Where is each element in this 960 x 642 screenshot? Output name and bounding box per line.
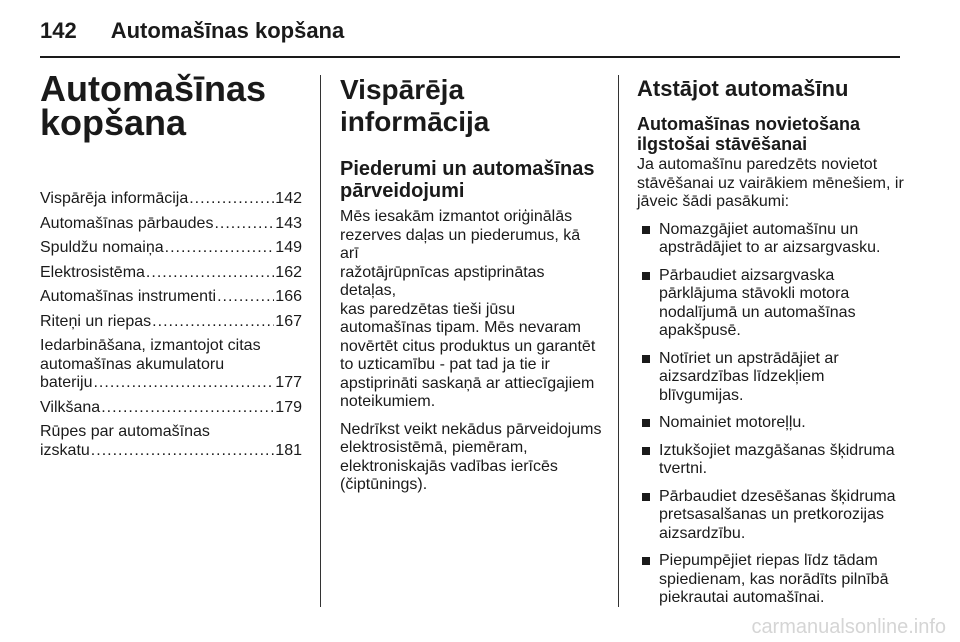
- toc-entry: [40, 239, 302, 258]
- bullet-item: [637, 488, 905, 544]
- storage-subtitle: [637, 114, 905, 154]
- body-text: [340, 208, 602, 495]
- intro-text: [637, 156, 905, 212]
- toc-entry-label: izskatu: [40, 441, 90, 459]
- subtitle-line: Automašīnas novietošana: [637, 114, 861, 134]
- text-line: Nedrīkst veikt nekādus pārveidojums: [340, 420, 602, 438]
- toc-entry-row: [40, 399, 302, 418]
- toc-leader-dots: [93, 374, 274, 393]
- toc-entry-label: Riteņi un riepas: [40, 312, 152, 330]
- text-line: nodalījumā un automašīnas: [659, 303, 856, 321]
- bullet-item: [637, 552, 905, 608]
- page-number: 142: [40, 18, 77, 43]
- text-line: Rūpes par automašīnas: [40, 423, 210, 440]
- toc-leader-dots: [217, 288, 274, 307]
- toc-leader-dots: [214, 215, 274, 234]
- subtitle-line: Piederumi un automašīnas: [340, 158, 595, 180]
- subtitle-line: pārveidojumi: [340, 180, 465, 202]
- middle-column: [340, 72, 602, 504]
- toc-entry: [40, 288, 302, 307]
- text-line: apstrādājiet to ar aizsargvasku.: [659, 239, 881, 256]
- toc-leader-dots: [152, 313, 274, 332]
- toc-page-number: 179: [275, 398, 302, 416]
- column-divider-1: [320, 75, 321, 607]
- watermark: carmanualsonline.info: [751, 616, 946, 638]
- toc-page-number: 177: [275, 374, 302, 391]
- text-line: pretsasalšanas un pretkorozijas: [659, 506, 885, 523]
- text-line: apstiprināti saskaņā ar attiecīgajiem: [340, 374, 595, 392]
- bullet-item: [637, 414, 905, 433]
- bullet-item: [637, 442, 905, 479]
- toc-entry-label: Spuldžu nomaiņa: [40, 239, 164, 256]
- section-title: [40, 68, 302, 143]
- toc-page-number: 181: [275, 441, 302, 459]
- toc-entry: [40, 423, 302, 460]
- leaving-vehicle-title: Atstājot automašīnu: [637, 76, 849, 101]
- text-line: (čiptūnings).: [340, 476, 428, 493]
- toc-page-number: 166: [275, 288, 302, 305]
- accessories-subtitle: [340, 158, 602, 202]
- toc-entry: [40, 264, 302, 283]
- text-line: automašīnas akumulatoru: [40, 355, 225, 373]
- toc-entry-row: [40, 239, 302, 258]
- text-line: kas paredzētas tieši jūsu: [340, 300, 516, 318]
- chapter-title: Automašīnas kopšana: [110, 18, 345, 43]
- section-title-line: kopšana: [40, 102, 187, 143]
- text-line: aizsardzību.: [659, 524, 746, 542]
- section-title-line: Automašīnas: [40, 68, 267, 109]
- page-header: [40, 18, 344, 44]
- text-line: Nomainiet motoreļļu.: [659, 414, 806, 431]
- toc-page-number: 143: [275, 214, 302, 232]
- toc-entry: [40, 190, 302, 209]
- text-line: rezerves daļas un piederumus, kā arī: [340, 226, 581, 262]
- text-line: elektroniskajās vadības ierīcēs: [340, 457, 558, 475]
- toc-entry-row: [40, 264, 302, 283]
- toc-entry-label: bateriju: [40, 374, 93, 391]
- toc-entry-label: Elektrosistēma: [40, 263, 145, 281]
- text-line: aizsardzības līdzekļiem: [659, 368, 825, 385]
- text-line: stāvēšanai uz vairākiem mēnešiem, ir: [637, 174, 904, 192]
- text-line: Iedarbināšana, izmantojot citas: [40, 337, 261, 354]
- general-info-title: Vispārēja informācija: [340, 74, 490, 137]
- bullet-item: [637, 221, 905, 258]
- text-line: Piepumpējiet riepas līdz tādam: [659, 552, 878, 569]
- toc-leader-dots: [189, 190, 274, 209]
- table-of-contents: [40, 190, 302, 460]
- toc-page-number: 162: [275, 263, 302, 281]
- text-line: piekrautai automašīnai.: [659, 589, 825, 606]
- text-line: pārklājuma stāvokli motora: [659, 285, 850, 302]
- bullet-item: [637, 350, 905, 406]
- text-line: blīvgumijas.: [659, 386, 744, 404]
- toc-entry-label: Vispārēja informācija: [40, 190, 189, 207]
- text-line: spiedienam, kas norādīts pilnībā: [659, 570, 889, 588]
- text-line: apakšpusē.: [659, 322, 741, 339]
- toc-page-number: 142: [275, 190, 302, 207]
- left-column: [40, 68, 302, 466]
- text-line: Notīriet un apstrādājiet ar: [659, 349, 839, 367]
- text-line: Pārbaudiet dzesēšanas šķidruma: [659, 487, 896, 505]
- toc-entry: [40, 313, 302, 332]
- text-line: elektrosistēmā, piemēram,: [340, 439, 528, 456]
- toc-entry-label: Automašīnas pārbaudes: [40, 214, 214, 232]
- toc-entry-row: [40, 313, 302, 332]
- text-line: Ja automašīnu paredzēts novietot: [637, 156, 878, 173]
- toc-leader-dots: [146, 264, 274, 283]
- toc-entry-row: [40, 374, 302, 393]
- bullet-list: [637, 221, 905, 608]
- toc-entry-row: [40, 215, 302, 234]
- toc-page-number: 167: [275, 312, 302, 330]
- toc-entry: [40, 215, 302, 234]
- text-line: Iztukšojiet mazgāšanas šķidruma: [659, 441, 895, 459]
- toc-leader-dots: [101, 399, 274, 418]
- toc-leader-dots: [91, 442, 275, 461]
- text-line: noteikumiem.: [340, 393, 436, 410]
- text-line: jāveic šādi pasākumi:: [637, 193, 790, 210]
- toc-entry-row: [40, 288, 302, 307]
- text-line: Pārbaudiet aizsargvaska: [659, 266, 835, 284]
- paragraph: [340, 421, 602, 495]
- paragraph: [340, 208, 602, 412]
- text-line: automašīnas tipam. Mēs nevaram: [340, 319, 581, 336]
- text-line: Mēs iesakām izmantot oriģinālās: [340, 208, 573, 225]
- text-line: Nomazgājiet automašīnu un: [659, 220, 859, 238]
- right-column: [637, 72, 905, 617]
- toc-entry-row: [40, 442, 302, 461]
- text-line: novērtēt citus produktus un garantēt: [340, 337, 596, 355]
- toc-entry-label: Vilkšana: [40, 398, 101, 416]
- text-line: tvertni.: [659, 460, 708, 477]
- text-line: to uzticamību - pat tad ja tie ir: [340, 356, 550, 373]
- toc-entry-row: [40, 190, 302, 209]
- toc-entry: [40, 337, 302, 393]
- header-rule: [40, 56, 900, 58]
- toc-page-number: 149: [275, 239, 302, 256]
- bullet-item: [637, 267, 905, 341]
- toc-entry: [40, 399, 302, 418]
- toc-entry-label: Automašīnas instrumenti: [40, 288, 217, 305]
- column-divider-2: [618, 75, 619, 607]
- toc-leader-dots: [165, 239, 275, 258]
- text-line: ražotājrūpnīcas apstiprinātas detaļas,: [340, 263, 545, 299]
- subtitle-line: ilgstošai stāvēšanai: [637, 134, 808, 154]
